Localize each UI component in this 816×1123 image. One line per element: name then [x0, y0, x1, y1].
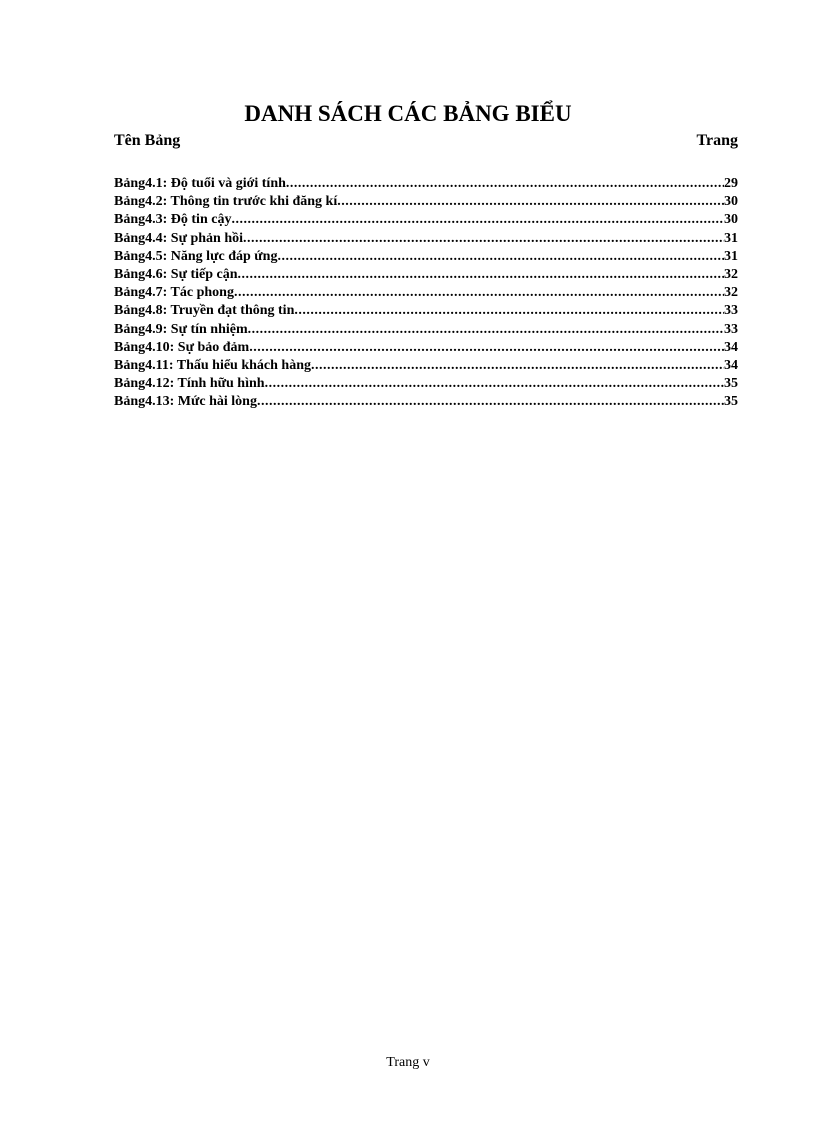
- dot-leader: [294, 302, 724, 320]
- toc-entry-label: Bảng4.5: Năng lực đáp ứng: [114, 248, 278, 264]
- table-of-tables: [114, 175, 738, 411]
- toc-entry-label: Bảng4.3: Độ tin cậy: [114, 212, 232, 228]
- dot-leader: [257, 393, 724, 411]
- toc-entry-page: 30: [724, 194, 738, 210]
- toc-entry[interactable]: [114, 175, 738, 193]
- toc-entry-page: 32: [724, 266, 738, 282]
- toc-entry[interactable]: [114, 230, 738, 248]
- toc-entry[interactable]: [114, 266, 738, 284]
- toc-entry-label: Bảng4.2: Thông tin trước khi đăng kí: [114, 194, 338, 210]
- toc-entry-page: 35: [724, 376, 738, 392]
- toc-entry-label: Bảng4.4: Sự phản hồi: [114, 230, 244, 246]
- page-number-footer: Trang v: [386, 1055, 430, 1070]
- toc-entry-page: 32: [724, 285, 738, 301]
- toc-entry-page: 31: [724, 248, 738, 264]
- dot-leader: [337, 193, 724, 211]
- dot-leader: [265, 375, 724, 393]
- toc-entry[interactable]: [114, 393, 738, 411]
- page-title: DANH SÁCH CÁC BẢNG BIỂU: [244, 101, 572, 126]
- toc-entry-label: Bảng4.6: Sự tiếp cận: [114, 266, 238, 282]
- column-header-table-name: Tên Bảng: [114, 132, 181, 149]
- dot-leader: [234, 284, 724, 302]
- toc-entry[interactable]: [114, 375, 738, 393]
- dot-leader: [231, 211, 724, 229]
- dot-leader: [286, 175, 724, 193]
- toc-entry-label: Bảng4.13: Mức hài lòng: [114, 394, 257, 410]
- dot-leader: [277, 248, 724, 266]
- toc-entry[interactable]: [114, 211, 738, 229]
- dot-leader: [243, 230, 724, 248]
- toc-entry-page: 33: [724, 321, 738, 337]
- toc-entry-label: Bảng4.9: Sự tín nhiệm: [114, 321, 248, 337]
- toc-entry[interactable]: [114, 284, 738, 302]
- toc-entry[interactable]: [114, 321, 738, 339]
- dot-leader: [248, 321, 724, 339]
- toc-entry-page: 34: [724, 357, 738, 373]
- dot-leader: [249, 339, 724, 357]
- toc-entry-page: 30: [724, 212, 738, 228]
- toc-entry-label: Bảng4.7: Tác phong: [114, 285, 234, 301]
- dot-leader: [311, 357, 724, 375]
- toc-entry[interactable]: [114, 357, 738, 375]
- toc-entry-label: Bảng4.8: Truyền đạt thông tin: [114, 303, 295, 319]
- toc-entry-page: 31: [724, 230, 738, 246]
- toc-entry[interactable]: [114, 248, 738, 266]
- toc-entry[interactable]: [114, 339, 738, 357]
- toc-entry-page: 34: [724, 339, 738, 355]
- toc-entry-page: 29: [724, 176, 738, 191]
- toc-entry-label: Bảng4.1: Độ tuổi và giới tính: [114, 176, 286, 191]
- toc-entry-label: Bảng4.10: Sự bảo đảm: [114, 339, 250, 355]
- toc-entry[interactable]: [114, 302, 738, 320]
- toc-entry[interactable]: [114, 193, 738, 211]
- toc-entry-label: Bảng4.11: Thấu hiểu khách hàng: [114, 357, 311, 373]
- toc-entry-label: Bảng4.12: Tính hữu hình: [114, 376, 265, 392]
- toc-entry-page: 35: [724, 394, 738, 410]
- toc-entry-page: 33: [724, 303, 738, 319]
- dot-leader: [238, 266, 724, 284]
- table-list-header: [114, 131, 738, 151]
- column-header-page: Trang: [696, 132, 738, 149]
